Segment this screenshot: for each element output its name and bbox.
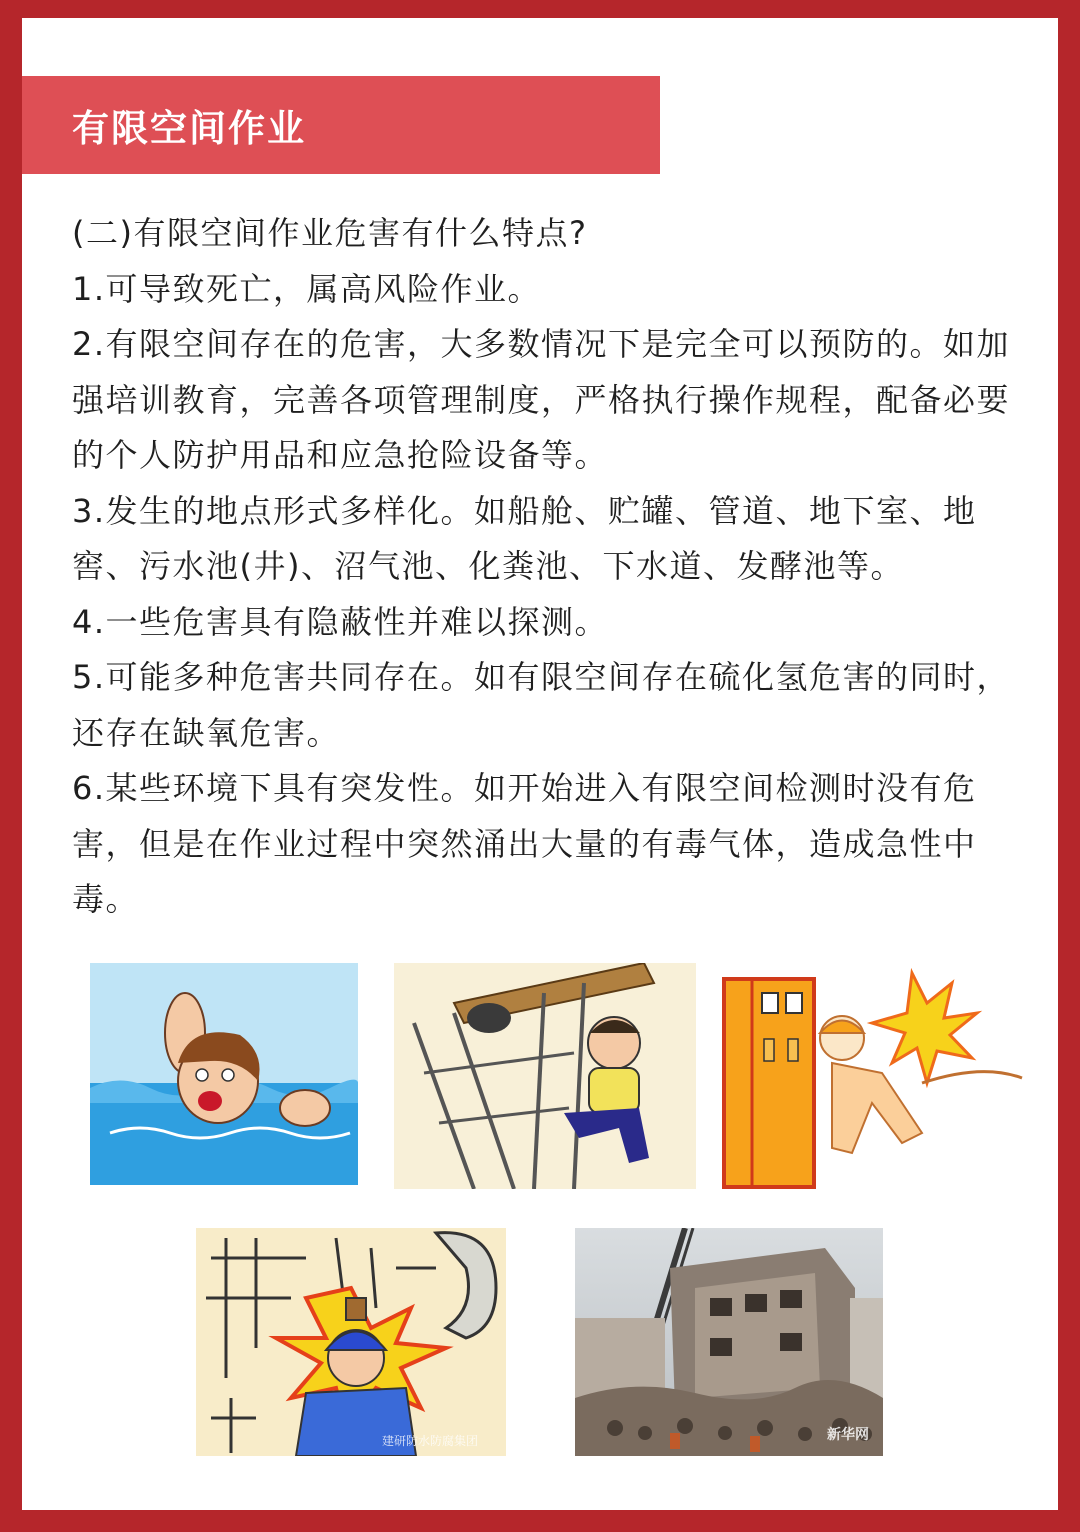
electric-shock-illustration — [722, 963, 1026, 1189]
building-collapse-photo — [575, 1228, 883, 1456]
page — [22, 18, 1058, 1510]
drowning-illustration — [90, 963, 358, 1185]
page-title: 有限空间作业 — [72, 107, 306, 150]
paragraph-item-4: 4.一些危害具有隐蔽性并难以探测。 — [72, 602, 609, 641]
paragraph-heading: (二)有限空间作业危害有什么特点? — [72, 214, 588, 252]
paragraph-item-1: 1.可导致死亡，属高风险作业。 — [72, 269, 542, 308]
paragraph-item-6: 6.某些环境下具有突发性。如开始进入有限空间检测时没有危害，但是在作业过程中突然涌出大量的有毒气体，造成急性中毒。 — [72, 769, 977, 918]
watermark-text: 建研防水防腐集团 — [382, 1434, 479, 1448]
watermark-text: 新华网 — [827, 1427, 869, 1443]
article-body — [72, 206, 1032, 928]
paragraph-item-5: 5.可能多种危害共同存在。如有限空间存在硫化氢危害的同时，还存在缺氧危害。 — [72, 658, 1011, 752]
title-banner — [22, 76, 660, 174]
fall-illustration — [394, 963, 696, 1189]
paragraph-item-2: 2.有限空间存在的危害，大多数情况下是完全可以预防的。如加强培训教育，完善各项管理制度，严格执行操作规程，配备必要的个人防护用品和应急抢险设备等。 — [72, 325, 1011, 474]
struck-by-object-illustration — [196, 1228, 506, 1456]
paragraph-item-3: 3.发生的地点形式多样化。如船舱、贮罐、管道、地下室、地窖、污水池(井)、沼气池、化粪池、下水道、发酵池等。 — [72, 491, 977, 585]
